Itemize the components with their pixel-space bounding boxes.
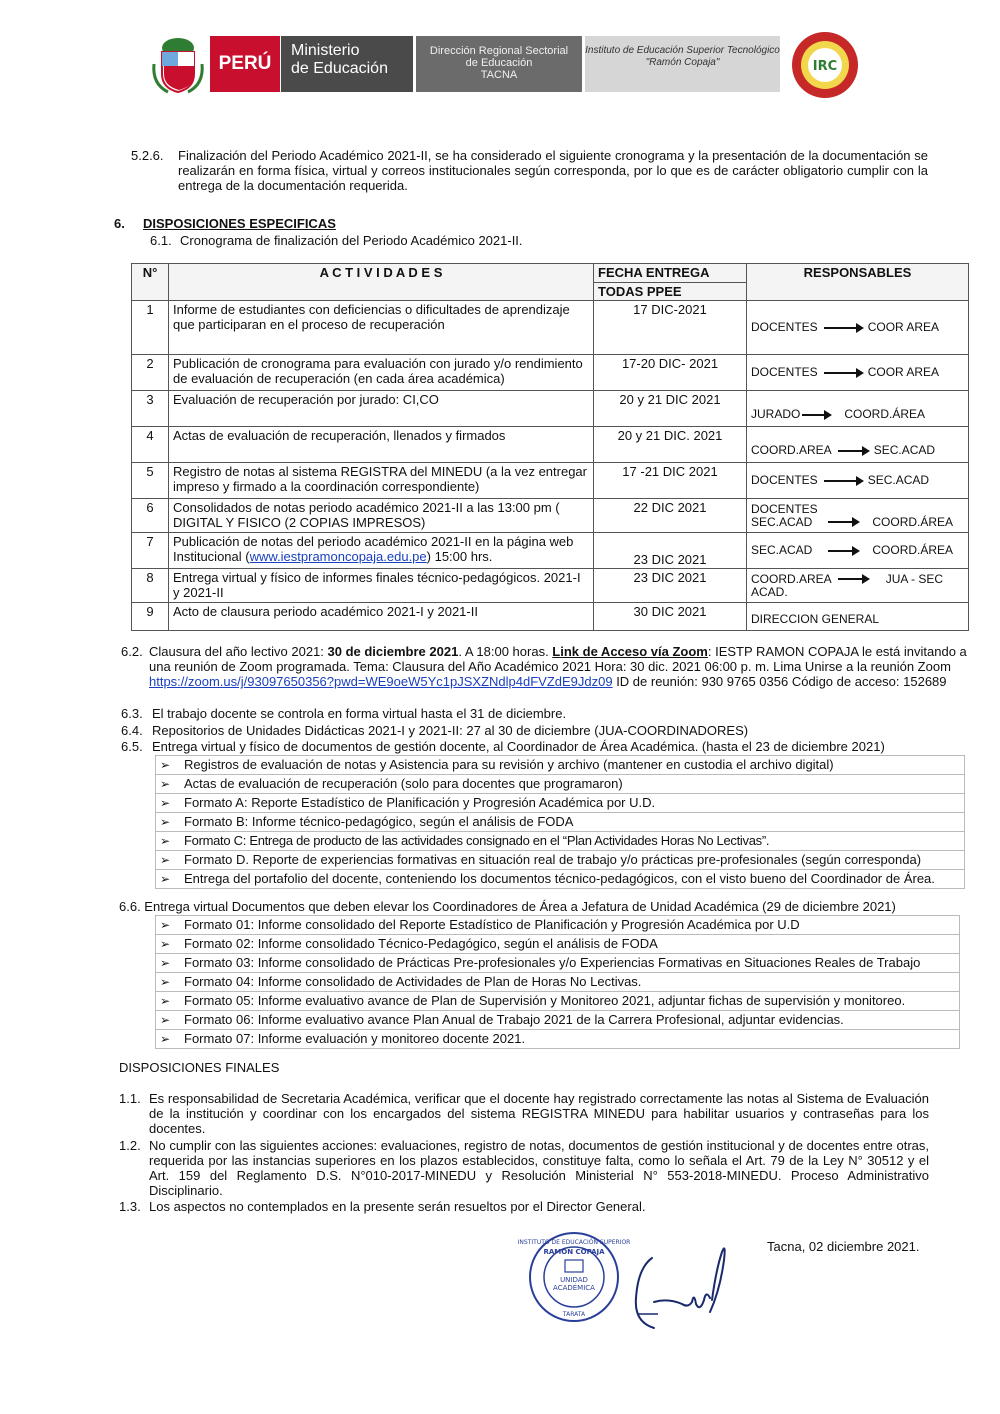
list-item-cell <box>156 1030 960 1049</box>
row-number: 3 <box>132 391 169 427</box>
schedule-table <box>131 263 969 631</box>
resp-from: COORD.AREA <box>751 571 832 586</box>
row-activity: Informe de estudiantes con deficiencias o dificultades de aprendizaje que participaran en el proceso de recuperación <box>169 301 594 355</box>
row-activity: Actas de evaluación de recuperación, llenados y firmados <box>169 427 594 463</box>
list-item-text: Formato 03: Informe consolidado de Prácticas Pre-profesionales y/o Experiencias Formativas en Situaciones Reales de Trabajo <box>184 955 921 970</box>
regional-line-2: de Educación <box>465 57 533 69</box>
section-6-4-text: Repositorios de Unidades Didácticas 2021-I y 2021-II: 27 al 30 de diciembre (JUA-COORDINADORES) <box>152 723 749 738</box>
institute-line-1: Instituto de Educación Superior Tecnológico <box>585 45 780 56</box>
s62-e: : IESTP RAMON COPAJA le está invitando a una reunión de Zoom programada. Tema: Clausura del Año Académico 2021 Hora: 30 dic. 2021 06:00 p. m. Lima Unirse a la reunión Zoom <box>149 644 967 674</box>
institute-line-2: "Ramón Copaja" <box>645 57 720 68</box>
institute-logo <box>585 36 780 92</box>
ministry-logo <box>281 36 413 92</box>
checkmark-bullet-icon: ➢ <box>160 956 171 970</box>
row-responsables: DIRECCION GENERAL <box>747 603 969 631</box>
list-item-text: Formato D. Reporte de experiencias formativas en situación real de trabajo y/o prácticas pre-profesionales (según corresponda) <box>184 852 922 867</box>
checkmark-bullet-icon: ➢ <box>160 937 171 951</box>
row-responsables <box>747 569 969 603</box>
checkmark-bullet-icon: ➢ <box>160 975 171 989</box>
row-number: 8 <box>132 569 169 603</box>
section-6-6-text: 6.6. Entrega virtual Documentos que deben elevar los Coordinadores de Área a Jefatura de Unidad Académica (29 de diciembre 2021) <box>119 899 896 914</box>
checkmark-bullet-icon: ➢ <box>160 1013 171 1027</box>
list-item-text: Registros de evaluación de notas y Asistencia para su revisión y archivo (mantener en custodia el archivo digital) <box>184 757 834 772</box>
list-item-text: Entrega del portafolio del docente, conteniendo los documentos técnico-pedagógicos, con el visto bueno del Coordinador de Área. <box>184 871 935 886</box>
website-link[interactable]: www.iestpramoncopaja.edu.pe <box>249 549 427 564</box>
final-item-number: 1.3. <box>119 1199 141 1214</box>
s62-date: 30 de diciembre 2021 <box>327 644 459 659</box>
header-responsables: RESPONSABLES <box>747 264 969 301</box>
final-item-text: No cumplir con las siguientes acciones: evaluaciones, registro de notas, documentos de gestión institucional y de docentes entre otras, requerida por las instancias superiores en los plazos establecidos, constituye falta, como lo señala el Art. 79 de la Ley N° 30512 y el Art. 159 del Reglamento D.S. N°010-2017-MINEDU y Resolución Ministerial N° 553-2018-MINEDU. Proceso Administrativo Disciplinario. <box>149 1138 929 1198</box>
resp-from: COORD.AREA <box>751 443 832 457</box>
row-number: 4 <box>132 427 169 463</box>
list-item-text: Formato B: Informe técnico-pedagógico, según el análisis de FODA <box>184 814 574 829</box>
checkmark-bullet-icon: ➢ <box>160 834 171 848</box>
list-item <box>156 794 965 813</box>
arrow-right-icon <box>828 550 858 552</box>
ministry-line-2: de Educación <box>291 60 388 77</box>
checkmark-bullet-icon: ➢ <box>160 872 171 886</box>
checkmark-bullet-icon: ➢ <box>160 1032 171 1046</box>
list-item <box>156 813 965 832</box>
activity-text-a: Publicación de notas del periodo académico 2021-II en la página web Institucional ( <box>173 534 574 564</box>
table-row <box>132 355 969 391</box>
resp-from: DOCENTES <box>751 320 818 334</box>
checkmark-bullet-icon: ➢ <box>160 777 171 791</box>
resp-from: SEC.ACAD <box>751 543 813 557</box>
row-activity <box>169 533 594 569</box>
row-number: 2 <box>132 355 169 391</box>
arrow-right-icon <box>802 414 830 416</box>
list-item <box>156 870 965 889</box>
row-activity: Acto de clausura periodo académico 2021-I y 2021-II <box>169 603 594 631</box>
list-item <box>156 954 960 973</box>
row-date: 20 y 21 DIC 2021 <box>594 391 747 427</box>
section-6-number: 6. <box>114 216 125 231</box>
row-number: 7 <box>132 533 169 569</box>
section-5-2-6-text: Finalización del Periodo Académico 2021-II, se ha considerado el siguiente cronograma y la presentación de la documentación se realizarán en forma física, virtual y correos institucionales según corresponda, por lo que es de carácter obligatorio cumplir con la entrega de la documentación requerida. <box>178 148 928 193</box>
row-date: 17-20 DIC- 2021 <box>594 355 747 391</box>
stamp-text-5: TARATA <box>562 1311 586 1318</box>
table-row <box>132 533 969 569</box>
regional-line-1: Dirección Regional Sectorial <box>429 45 569 57</box>
peru-logo: PERÚ <box>210 36 280 92</box>
row-date: 23 DIC 2021 <box>594 569 747 603</box>
resp-from-top: DOCENTES <box>751 501 818 516</box>
row-responsables <box>747 533 969 569</box>
list-item <box>156 973 960 992</box>
s62-a: Clausura del año lectivo 2021: <box>149 644 328 659</box>
row-activity: Consolidados de notas periodo académico 2021-II a las 13:00 pm ( DIGITAL Y FISICO (2 COPIAS IMPRESOS) <box>169 499 594 533</box>
header-date: FECHA ENTREGA <box>594 264 747 283</box>
list-item-text: Formato 02: Informe consolidado Técnico-Pedagógico, según el análisis de FODA <box>184 936 658 951</box>
list-item-cell <box>156 1011 960 1030</box>
coat-of-arms-icon <box>150 34 206 96</box>
final-provisions-title: DISPOSICIONES FINALES <box>119 1060 280 1075</box>
list-item-cell <box>156 973 960 992</box>
final-item-text: Es responsabilidad de Secretaria Académica, verificar que el docente hay registrado correctamente las notas al Sistema de Evaluación de la institución y coordinar con los encargados del sistema REGISTRA MINEDU para habilitar usuarios y contraseñas para los docentes. <box>149 1091 929 1136</box>
final-item-number: 1.2. <box>119 1138 141 1153</box>
row-number: 9 <box>132 603 169 631</box>
section-6-title: DISPOSICIONES ESPECIFICAS <box>143 216 336 231</box>
checkmark-bullet-icon: ➢ <box>160 758 171 772</box>
list-item-cell <box>156 916 960 935</box>
table-row <box>132 301 969 355</box>
arrow-right-icon <box>824 480 862 482</box>
resp-to: COOR AREA <box>867 365 940 379</box>
regional-direction-logo <box>416 36 582 92</box>
list-item-cell <box>156 794 965 813</box>
stamp-text-3: UNIDAD <box>560 1276 588 1284</box>
arrow-right-icon <box>824 327 862 329</box>
row-responsables <box>747 427 969 463</box>
checkmark-bullet-icon: ➢ <box>160 815 171 829</box>
table-row <box>132 569 969 603</box>
resp-to: SEC.ACAD <box>873 443 936 457</box>
section-6-5-text: Entrega virtual y físico de documentos de gestión docente, al Coordinador de Área Académica. (hasta el 23 de diciembre 2021) <box>152 739 885 754</box>
stamp-text-1: INSTITUTO DE EDUCACIÓN SUPERIOR <box>517 1239 631 1246</box>
resp-to: COORD.ÁREA <box>872 514 954 529</box>
list-item <box>156 935 960 954</box>
resp-from: DOCENTES <box>751 473 818 487</box>
row-date: 17 DIC-2021 <box>594 301 747 355</box>
row-responsables <box>747 391 969 427</box>
checkmark-bullet-icon: ➢ <box>160 853 171 867</box>
list-item-cell <box>156 851 965 870</box>
row-activity: Evaluación de recuperación por jurado: CI,CO <box>169 391 594 427</box>
list-item-text: Formato 05: Informe evaluativo avance de Plan de Supervisión y Monitoreo 2021, adjuntar fichas de supervisión y monitoreo. <box>184 993 906 1008</box>
row-number: 5 <box>132 463 169 499</box>
ministry-line-1: Ministerio <box>291 42 360 59</box>
row-activity: Publicación de cronograma para evaluación con jurado y/o rendimiento de evaluación de recuperación (en cada área académica) <box>169 355 594 391</box>
resp-from: JURADO <box>751 407 801 421</box>
list-item-text: Formato C: Entrega de producto de las actividades consignado en el “Plan Actividades Horas No Lectivas”. <box>184 833 770 848</box>
section-6-2-text <box>149 644 975 689</box>
institution-stamp <box>517 1230 631 1324</box>
list-item <box>156 756 965 775</box>
checkmark-bullet-icon: ➢ <box>160 994 171 1008</box>
arrow-right-icon <box>838 450 868 452</box>
section-6-3-text: El trabajo docente se controla en forma virtual hasta el 31 de diciembre. <box>152 706 567 721</box>
list-item <box>156 1030 960 1049</box>
list-item <box>156 832 965 851</box>
resp-to: SEC.ACAD <box>867 473 930 487</box>
resp-to: COOR AREA <box>867 320 940 334</box>
zoom-link[interactable]: https://zoom.us/j/93097650356?pwd=WE9oeW5Yc1pJSXZNdlp4dFVZdE9Jdz09 <box>149 674 613 689</box>
resp-from: SEC.ACAD <box>751 514 813 529</box>
arrow-right-icon <box>828 521 858 523</box>
list-item-cell <box>156 813 965 832</box>
institute-seal-icon <box>790 30 860 100</box>
list-item-text: Formato 07: Informe evaluación y monitoreo docente 2021. <box>184 1031 526 1046</box>
list-item-text: Formato A: Reporte Estadístico de Planificación y Progresión Académica por U.D. <box>184 795 656 810</box>
section-6-1-number: 6.1. <box>150 233 172 248</box>
table-row <box>132 463 969 499</box>
stamp-text-4: ACADÉMICA <box>553 1284 595 1292</box>
section-6-4-number: 6.4. <box>121 723 143 738</box>
row-date: 22 DIC 2021 <box>594 499 747 533</box>
table-row <box>132 427 969 463</box>
checklist-6-5 <box>155 755 965 889</box>
row-date: 30 DIC 2021 <box>594 603 747 631</box>
list-item <box>156 1011 960 1030</box>
resp-extra: ACAD. <box>751 584 788 599</box>
row-date: 17 -21 DIC 2021 <box>594 463 747 499</box>
table-row <box>132 603 969 631</box>
row-date: 23 DIC 2021 <box>594 533 747 569</box>
arrow-right-icon <box>838 578 868 580</box>
list-item <box>156 992 960 1011</box>
final-item-number: 1.1. <box>119 1091 141 1106</box>
resp-to: COORD.ÁREA <box>872 543 954 557</box>
list-item-cell <box>156 832 965 851</box>
regional-line-3: TACNA <box>480 69 518 81</box>
row-number: 6 <box>132 499 169 533</box>
list-item <box>156 851 965 870</box>
place-date: Tacna, 02 diciembre 2021. <box>767 1239 920 1254</box>
stamp-text-2: RAMON COPAJA <box>543 1248 605 1256</box>
seal-text: IRC <box>812 59 838 74</box>
list-item-text: Formato 06: Informe evaluativo avance Plan Anual de Trabajo 2021 de la Carrera Profesional, adjuntar evidencias. <box>184 1012 844 1027</box>
section-5-2-6-number: 5.2.6. <box>131 148 164 163</box>
section-6-2-number: 6.2. <box>121 644 143 659</box>
signature <box>622 1240 742 1340</box>
list-item <box>156 916 960 935</box>
header-number: N° <box>132 264 169 301</box>
list-item-cell <box>156 935 960 954</box>
s62-f: ID de reunión: 930 9765 0356 Código de acceso: 152689 <box>612 674 947 689</box>
row-responsables <box>747 499 969 533</box>
list-item-cell <box>156 756 965 775</box>
checkmark-bullet-icon: ➢ <box>160 796 171 810</box>
row-responsables <box>747 301 969 355</box>
list-item-cell <box>156 992 960 1011</box>
arrow-right-icon <box>824 372 862 374</box>
row-activity: Registro de notas al sistema REGISTRA del MINEDU (a la vez entregar impreso y firmado a la coordinación correspondiente) <box>169 463 594 499</box>
table-header-row <box>132 264 969 283</box>
header-date-2: TODAS PPEE <box>594 283 747 301</box>
row-responsables <box>747 463 969 499</box>
table-row <box>132 499 969 533</box>
section-6-1-text: Cronograma de finalización del Periodo Académico 2021-II. <box>180 233 523 248</box>
activity-text-b: ) 15:00 hrs. <box>426 549 493 564</box>
list-item-text: Formato 01: Informe consolidado del Reporte Estadístico de Planificación y Progresión Académica por U.D <box>184 917 800 932</box>
list-item-text: Formato 04: Informe consolidado de Actividades de Plan de Horas No Lectivas. <box>184 974 642 989</box>
row-responsables <box>747 355 969 391</box>
list-item-cell <box>156 775 965 794</box>
row-activity: Entrega virtual y físico de informes finales técnico-pedagógicos. 2021-I y 2021-II <box>169 569 594 603</box>
s62-zoom-heading: Link de Acceso vía Zoom <box>552 644 708 659</box>
row-date: 20 y 21 DIC. 2021 <box>594 427 747 463</box>
final-item-text: Los aspectos no contemplados en la presente serán resueltos por el Director General. <box>149 1199 646 1214</box>
table-row <box>132 391 969 427</box>
checklist-6-6 <box>155 915 960 1049</box>
resp-to: JUA - SEC <box>885 571 944 586</box>
checkmark-bullet-icon: ➢ <box>160 918 171 932</box>
resp-from: DOCENTES <box>751 365 818 379</box>
list-item <box>156 775 965 794</box>
list-item-text: Actas de evaluación de recuperación (solo para docentes que programaron) <box>184 776 623 791</box>
row-number: 1 <box>132 301 169 355</box>
section-6-3-number: 6.3. <box>121 706 143 721</box>
header-activities: A C T I V I D A D E S <box>169 264 594 301</box>
s62-c: . A 18:00 horas. <box>458 644 553 659</box>
list-item-cell <box>156 954 960 973</box>
section-6-5-number: 6.5. <box>121 739 143 754</box>
list-item-cell <box>156 870 965 889</box>
resp-to: COORD.ÁREA <box>844 407 926 421</box>
